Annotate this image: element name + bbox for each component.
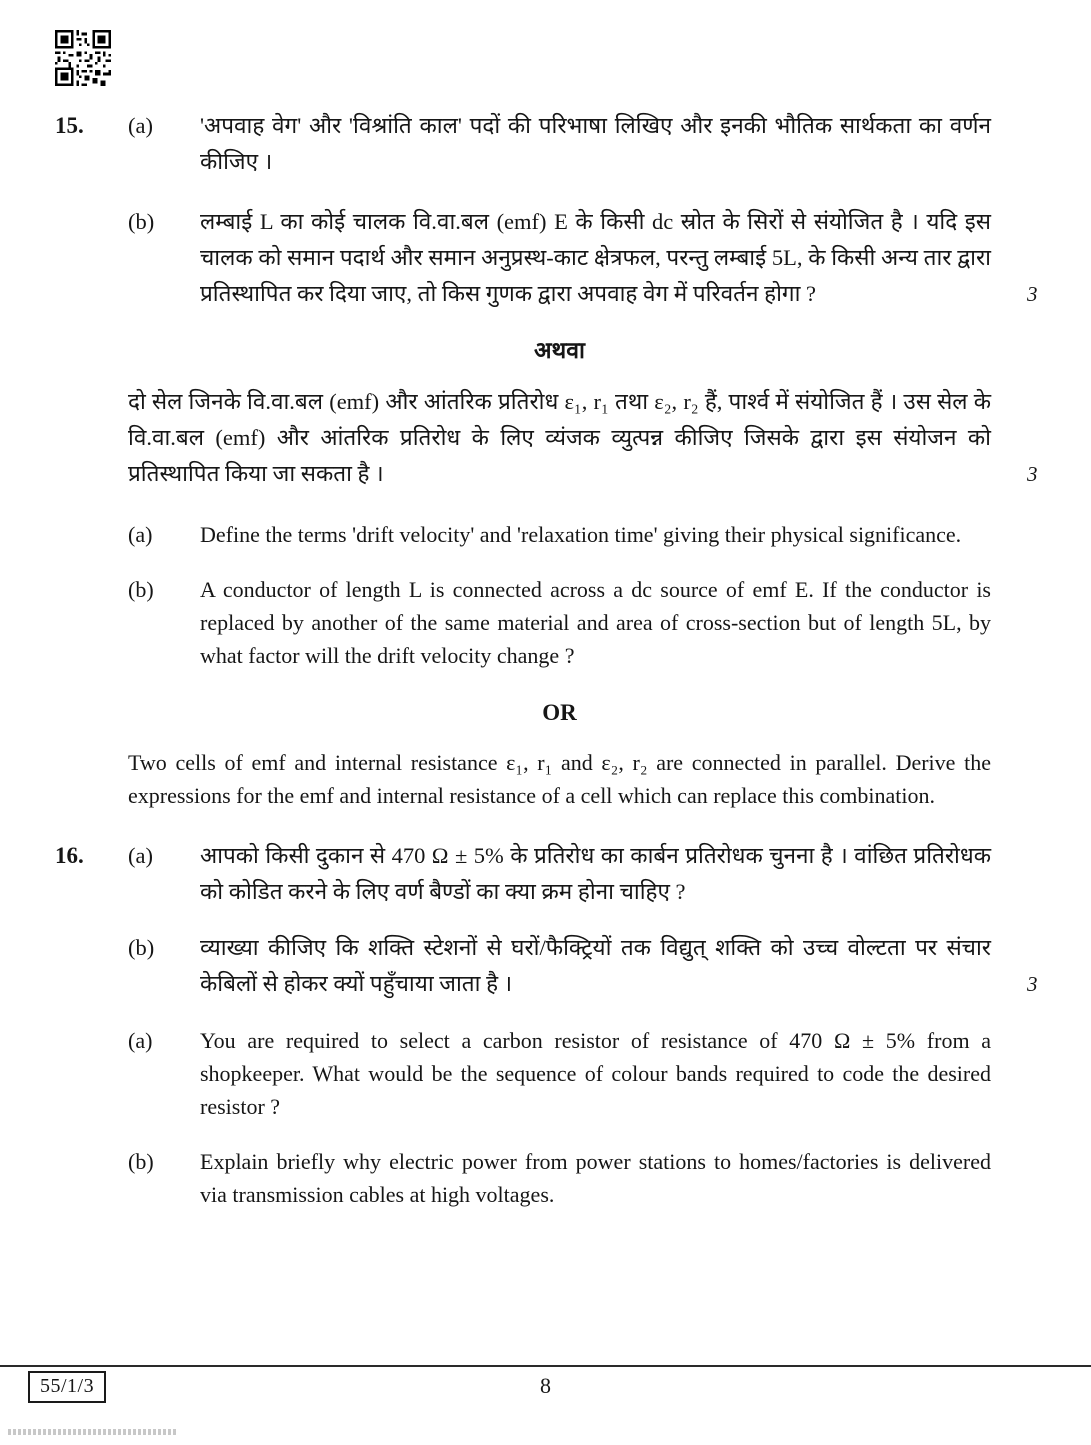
- or-heading-english: OR: [542, 700, 577, 725]
- part-label: (a): [128, 843, 153, 868]
- part-text-hindi: 'अपवाह वेग' और 'विश्रांति काल' पदों की परिभाषा लिखिए और इनकी भौतिक सार्थकता का वर्णन कीजिए ।: [200, 113, 991, 174]
- q15-english-part-a: [55, 518, 1071, 551]
- part-text-english: Explain briefly why electric power from power stations to homes/factories is delivered via transmission cables at high voltages.: [200, 1149, 991, 1207]
- q15-or-heading-hindi-row: [55, 334, 1071, 368]
- part-text-english: Define the terms 'drift velocity' and 'relaxation time' giving their physical significance.: [200, 522, 962, 547]
- part-label: (b): [128, 1149, 154, 1174]
- part-label: (a): [128, 522, 153, 547]
- paper-code-badge: 55/1/3: [28, 1371, 106, 1403]
- question-number: 15.: [55, 113, 84, 138]
- part-text-hindi: आपको किसी दुकान से 470 Ω ± 5% के प्रतिरोध का कार्बन प्रतिरोधक चुनना है । वांछित प्रतिरोधक को कोडित करने के लिए वर्ण बैण्डों का क्या क्रम होना चाहिए ?: [200, 843, 991, 904]
- q16-english-part-a: [55, 1024, 1071, 1123]
- question-number: 16.: [55, 843, 84, 868]
- part-text-english: A conductor of length L is connected across a dc source of emf E. If the conductor is replaced by another of the same material and area of cross-section but of length 5L, by what factor will the drift velocity change ?: [200, 577, 991, 668]
- marks: 3: [1027, 972, 1038, 996]
- q15-english-part-b: [55, 573, 1071, 672]
- alternative-text-hindi: दो सेल जिनके वि.वा.बल (emf) और आंतरिक प्रतिरोध ε₁, r₁ तथा ε₂, r₂ हैं, पार्श्व में संयोजित हैं । उस सेल के वि.वा.बल (emf) और आंतरिक प्रतिरोध के लिए व्यंजक व्युत्पन्न कीजिए जिसके द्वारा इस संयोजन को प्रतिस्थापित किया जा सकता है ।: [128, 389, 991, 486]
- part-label: (b): [128, 577, 154, 602]
- q16-hindi-part-a: [55, 838, 1071, 910]
- q15-hindi-part-b: [55, 204, 1071, 312]
- q15-hindi-part-a: [55, 108, 1071, 180]
- part-label: (b): [128, 935, 155, 960]
- page-number: 8: [540, 1373, 551, 1398]
- q15-hindi-alternative: [55, 384, 1071, 492]
- q15-english-alternative: [55, 746, 1071, 812]
- part-text-hindi: व्याख्या कीजिए कि शक्ति स्टेशनों से घरों/फैक्ट्रियों तक विद्युत् शक्ति को उच्च वोल्टता पर संचार केबिलों से होकर क्यों पहुँचाया जाता है ।: [200, 935, 991, 996]
- q15-or-heading-english-row: [55, 696, 1071, 730]
- alternative-text-english: Two cells of emf and internal resistance ε₁, r₁ and ε₂, r₂ are connected in parallel. Derive the expressions for the emf and internal resistance of a cell which can replace this combination.: [128, 750, 991, 808]
- or-heading-hindi: अथवा: [533, 338, 585, 363]
- part-label: (b): [128, 209, 155, 234]
- print-artifact: [8, 1429, 178, 1435]
- qr-code-icon: [55, 30, 1071, 102]
- part-text-english: You are required to select a carbon resistor of resistance of 470 Ω ± 5% from a shopkeeper. What would be the sequence of colour bands required to code the desired resistor ?: [200, 1028, 991, 1119]
- q16-english-part-b: [55, 1145, 1071, 1211]
- marks: 3: [1027, 282, 1038, 306]
- part-label: (a): [128, 1028, 153, 1053]
- footer-divider: [0, 1365, 1091, 1367]
- part-label: (a): [128, 113, 153, 138]
- part-text-hindi: लम्बाई L का कोई चालक वि.वा.बल (emf) E के किसी dc स्रोत के सिरों से संयोजित है । यदि इस चालक को समान पदार्थ और समान अनुप्रस्थ-काट क्षेत्रफल, परन्तु लम्बाई 5L, के किसी अन्य तार द्वारा प्रतिस्थापित कर दिया जाए, तो किस गुणक द्वारा अपवाह वेग में परिवर्तन होगा ?: [200, 209, 991, 306]
- q16-hindi-part-b: [55, 930, 1071, 1002]
- marks: 3: [1027, 462, 1038, 486]
